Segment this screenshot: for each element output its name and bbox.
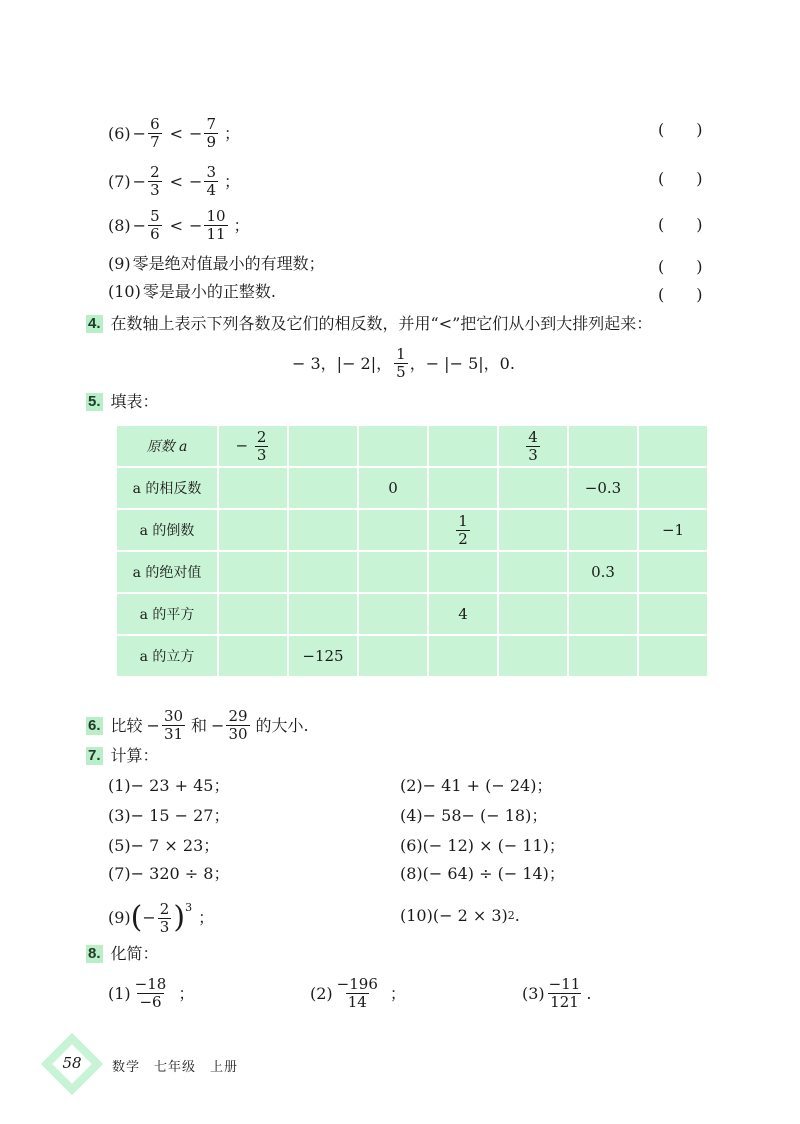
fraction bbox=[204, 116, 218, 151]
answer-blank[interactable]: ( ) bbox=[658, 215, 703, 234]
number-list bbox=[292, 346, 515, 381]
table-cell[interactable] bbox=[358, 425, 428, 467]
numerator: 2 bbox=[150, 163, 160, 181]
table-cell[interactable] bbox=[498, 467, 568, 509]
question-4 bbox=[86, 314, 652, 334]
minus-sign: − bbox=[142, 908, 156, 927]
table-cell[interactable] bbox=[288, 551, 358, 593]
question-6 bbox=[86, 708, 309, 743]
minus-sign: − bbox=[132, 215, 147, 235]
fraction bbox=[133, 976, 169, 1011]
table-cell[interactable] bbox=[358, 509, 428, 551]
expression: (5)− 7 × 23； bbox=[108, 836, 220, 855]
numerator: −11 bbox=[548, 975, 581, 993]
row-header: a 的平方 bbox=[116, 593, 218, 635]
punctuation: ； bbox=[389, 983, 406, 1003]
fraction bbox=[148, 164, 162, 199]
numerator: 3 bbox=[206, 163, 216, 181]
minus-sign: − bbox=[235, 436, 249, 454]
table-cell[interactable] bbox=[358, 551, 428, 593]
table-cell[interactable] bbox=[288, 467, 358, 509]
numerator: 4 bbox=[528, 427, 538, 446]
table-cell[interactable] bbox=[638, 593, 708, 635]
table-cell[interactable] bbox=[568, 509, 638, 551]
expression: (2)− 41 + (− 24)； bbox=[400, 776, 553, 795]
expression: (1)− 23 + 45； bbox=[108, 776, 230, 795]
table-cell[interactable] bbox=[428, 551, 498, 593]
numerator: 5 bbox=[150, 207, 160, 225]
numerator: 29 bbox=[228, 707, 248, 725]
expression-10 bbox=[400, 906, 520, 926]
row-header: a 的倒数 bbox=[116, 509, 218, 551]
numbers-part: ，− |− 5|，0. bbox=[409, 353, 515, 373]
fraction bbox=[255, 429, 269, 464]
punctuation: ； bbox=[233, 215, 250, 235]
denominator: 4 bbox=[206, 181, 216, 199]
item-text: 零是绝对值最小的有理数； bbox=[132, 254, 325, 273]
table-cell[interactable] bbox=[218, 635, 288, 677]
fraction bbox=[204, 208, 227, 243]
table-cell[interactable] bbox=[288, 425, 358, 467]
item-label: (3) bbox=[522, 983, 545, 1003]
table-cell[interactable] bbox=[498, 509, 568, 551]
table-cell[interactable] bbox=[568, 635, 638, 677]
item-label: (7) bbox=[108, 171, 131, 191]
denominator: 3 bbox=[528, 445, 538, 464]
numbers-part: − 3，|− 2|， bbox=[292, 353, 393, 373]
table-cell[interactable] bbox=[428, 509, 498, 551]
table-cell[interactable] bbox=[218, 593, 288, 635]
table-cell[interactable] bbox=[288, 593, 358, 635]
punctuation: ； bbox=[178, 983, 195, 1003]
denominator: 30 bbox=[228, 725, 248, 743]
denominator: 31 bbox=[163, 725, 184, 743]
table-cell[interactable] bbox=[638, 425, 708, 467]
denominator: 121 bbox=[550, 993, 579, 1011]
fraction bbox=[204, 164, 218, 199]
item-label: (9) bbox=[108, 254, 131, 273]
question-number: 5. bbox=[88, 393, 101, 410]
row-header-label: 原数 a bbox=[146, 439, 188, 455]
denominator: 14 bbox=[347, 993, 367, 1011]
minus-sign: − bbox=[189, 215, 203, 235]
fraction bbox=[394, 346, 408, 381]
fraction bbox=[162, 708, 185, 743]
answer-blank[interactable]: ( ) bbox=[658, 285, 703, 304]
left-paren: ( bbox=[130, 900, 143, 935]
fraction bbox=[148, 116, 162, 151]
table-cell[interactable] bbox=[428, 467, 498, 509]
item-label: (1) bbox=[108, 983, 131, 1003]
table-row bbox=[116, 593, 708, 635]
table-cell[interactable] bbox=[568, 593, 638, 635]
denominator: 5 bbox=[396, 363, 406, 381]
table-cell[interactable] bbox=[428, 635, 498, 677]
item-text: 零是最小的正整数. bbox=[142, 282, 276, 301]
numerator: −18 bbox=[134, 975, 167, 993]
item-label: (2) bbox=[310, 983, 333, 1003]
item-label: (10) bbox=[108, 282, 141, 301]
expression: (6)(− 12) × (− 11)； bbox=[400, 836, 565, 855]
table-cell[interactable]: 0.3 bbox=[568, 551, 638, 593]
denominator: 11 bbox=[206, 225, 226, 243]
fraction bbox=[148, 208, 162, 243]
table-cell[interactable] bbox=[218, 467, 288, 509]
numerator: 6 bbox=[150, 115, 160, 133]
minus-sign: − bbox=[189, 123, 203, 143]
expression-text: (10)(− 2 × 3) bbox=[400, 906, 508, 925]
item-7 bbox=[108, 164, 240, 199]
question-text: 的大小. bbox=[255, 715, 309, 735]
question-5 bbox=[86, 392, 159, 412]
numerator: 30 bbox=[163, 707, 184, 725]
less-than-sign: < bbox=[169, 171, 184, 191]
table-cell[interactable] bbox=[568, 425, 638, 467]
right-paren: ) bbox=[173, 900, 186, 935]
fraction bbox=[158, 901, 172, 936]
question-text: 计算： bbox=[110, 746, 159, 765]
exponent: 3 bbox=[185, 901, 193, 914]
punctuation: ； bbox=[223, 123, 240, 143]
table-cell[interactable]: 4 bbox=[428, 593, 498, 635]
punctuation: . bbox=[586, 983, 592, 1003]
item-9 bbox=[108, 254, 325, 274]
less-than-sign: < bbox=[169, 123, 184, 143]
question-8 bbox=[86, 944, 159, 964]
numerator: 10 bbox=[206, 207, 226, 225]
simplify-2 bbox=[310, 976, 406, 1011]
question-number: 7. bbox=[88, 747, 101, 764]
numerator: −196 bbox=[336, 975, 378, 993]
punctuation: ； bbox=[223, 171, 240, 191]
question-text: 化简： bbox=[110, 944, 159, 963]
question-text: 在数轴上表示下列各数及它们的相反数，并用“<”把它们从小到大排列起来： bbox=[110, 314, 653, 333]
question-number: 6. bbox=[88, 716, 101, 734]
fraction bbox=[526, 429, 540, 464]
fraction bbox=[456, 513, 470, 548]
fill-table bbox=[115, 424, 709, 678]
row-header: a 的立方 bbox=[116, 635, 218, 677]
less-than-sign: < bbox=[169, 215, 184, 235]
numerator: 1 bbox=[396, 345, 406, 363]
table-row bbox=[116, 635, 708, 677]
question-7 bbox=[86, 746, 159, 766]
expression-9 bbox=[108, 898, 214, 938]
denominator: 3 bbox=[150, 181, 160, 199]
fraction bbox=[335, 976, 380, 1011]
numerator: 7 bbox=[206, 115, 216, 133]
table-row bbox=[116, 509, 708, 551]
book-title: 数学 七年级 上册 bbox=[112, 1060, 239, 1075]
table-cell[interactable] bbox=[638, 551, 708, 593]
item-10 bbox=[108, 282, 276, 302]
punctuation: ； bbox=[198, 908, 215, 927]
denominator: 7 bbox=[150, 133, 160, 151]
numerator: 1 bbox=[458, 511, 468, 530]
item-label: (9) bbox=[108, 908, 131, 927]
expression: (4)− 58− (− 18)； bbox=[400, 806, 548, 825]
row-header: a 的绝对值 bbox=[116, 551, 218, 593]
question-text: 和 bbox=[191, 715, 208, 735]
table-cell[interactable] bbox=[218, 551, 288, 593]
row-header: a 的相反数 bbox=[116, 467, 218, 509]
simplify-3 bbox=[522, 976, 591, 1011]
question-number: 8. bbox=[88, 945, 101, 962]
item-6 bbox=[108, 116, 240, 151]
denominator: 3 bbox=[159, 917, 170, 936]
denominator: 2 bbox=[458, 529, 468, 548]
denominator: 9 bbox=[206, 133, 216, 151]
table-cell[interactable] bbox=[218, 509, 288, 551]
table-row bbox=[116, 551, 708, 593]
table-cell[interactable] bbox=[428, 425, 498, 467]
denominator: 6 bbox=[150, 225, 160, 243]
answer-blank[interactable]: ( ) bbox=[658, 257, 703, 276]
table-cell[interactable] bbox=[288, 509, 358, 551]
table-cell[interactable] bbox=[498, 635, 568, 677]
question-text: 填表： bbox=[110, 392, 159, 411]
table-cell[interactable]: 0 bbox=[358, 467, 428, 509]
denominator: −6 bbox=[139, 993, 162, 1011]
table-row bbox=[116, 467, 708, 509]
answer-blank[interactable]: ( ) bbox=[658, 169, 703, 188]
table-cell[interactable]: −0.3 bbox=[568, 467, 638, 509]
fraction bbox=[226, 708, 249, 743]
question-text: 比较 bbox=[110, 715, 143, 735]
table-cell[interactable] bbox=[638, 467, 708, 509]
punctuation: . bbox=[514, 906, 520, 925]
table-cell[interactable] bbox=[498, 551, 568, 593]
item-8 bbox=[108, 208, 250, 243]
minus-sign: − bbox=[189, 171, 203, 191]
table-cell[interactable] bbox=[498, 593, 568, 635]
minus-sign: − bbox=[146, 715, 160, 735]
exponent: 2 bbox=[507, 909, 515, 922]
row-header bbox=[116, 425, 218, 467]
question-number: 4. bbox=[88, 315, 101, 332]
expression: (7)− 320 ÷ 8； bbox=[108, 864, 230, 883]
table-cell[interactable] bbox=[638, 635, 708, 677]
minus-sign: − bbox=[132, 123, 147, 143]
table-cell[interactable] bbox=[358, 593, 428, 635]
denominator: 3 bbox=[256, 445, 267, 464]
expression: (3)− 15 − 27； bbox=[108, 806, 230, 825]
table-cell[interactable] bbox=[358, 635, 428, 677]
item-label: (8) bbox=[108, 215, 131, 235]
simplify-1 bbox=[108, 976, 194, 1011]
numerator: 2 bbox=[256, 427, 267, 446]
table-cell[interactable]: −125 bbox=[288, 635, 358, 677]
minus-sign: − bbox=[211, 715, 225, 735]
numerator: 2 bbox=[159, 899, 170, 918]
minus-sign: − bbox=[132, 171, 147, 191]
fraction bbox=[547, 976, 583, 1011]
item-label: (6) bbox=[108, 123, 131, 143]
answer-blank[interactable]: ( ) bbox=[658, 120, 703, 139]
table-cell[interactable] bbox=[218, 425, 288, 467]
table-row bbox=[116, 425, 708, 467]
page-number: 58 bbox=[62, 1054, 82, 1072]
table-cell[interactable]: −1 bbox=[638, 509, 708, 551]
table-cell[interactable] bbox=[498, 425, 568, 467]
expression: (8)(− 64) ÷ (− 14)； bbox=[400, 864, 565, 883]
